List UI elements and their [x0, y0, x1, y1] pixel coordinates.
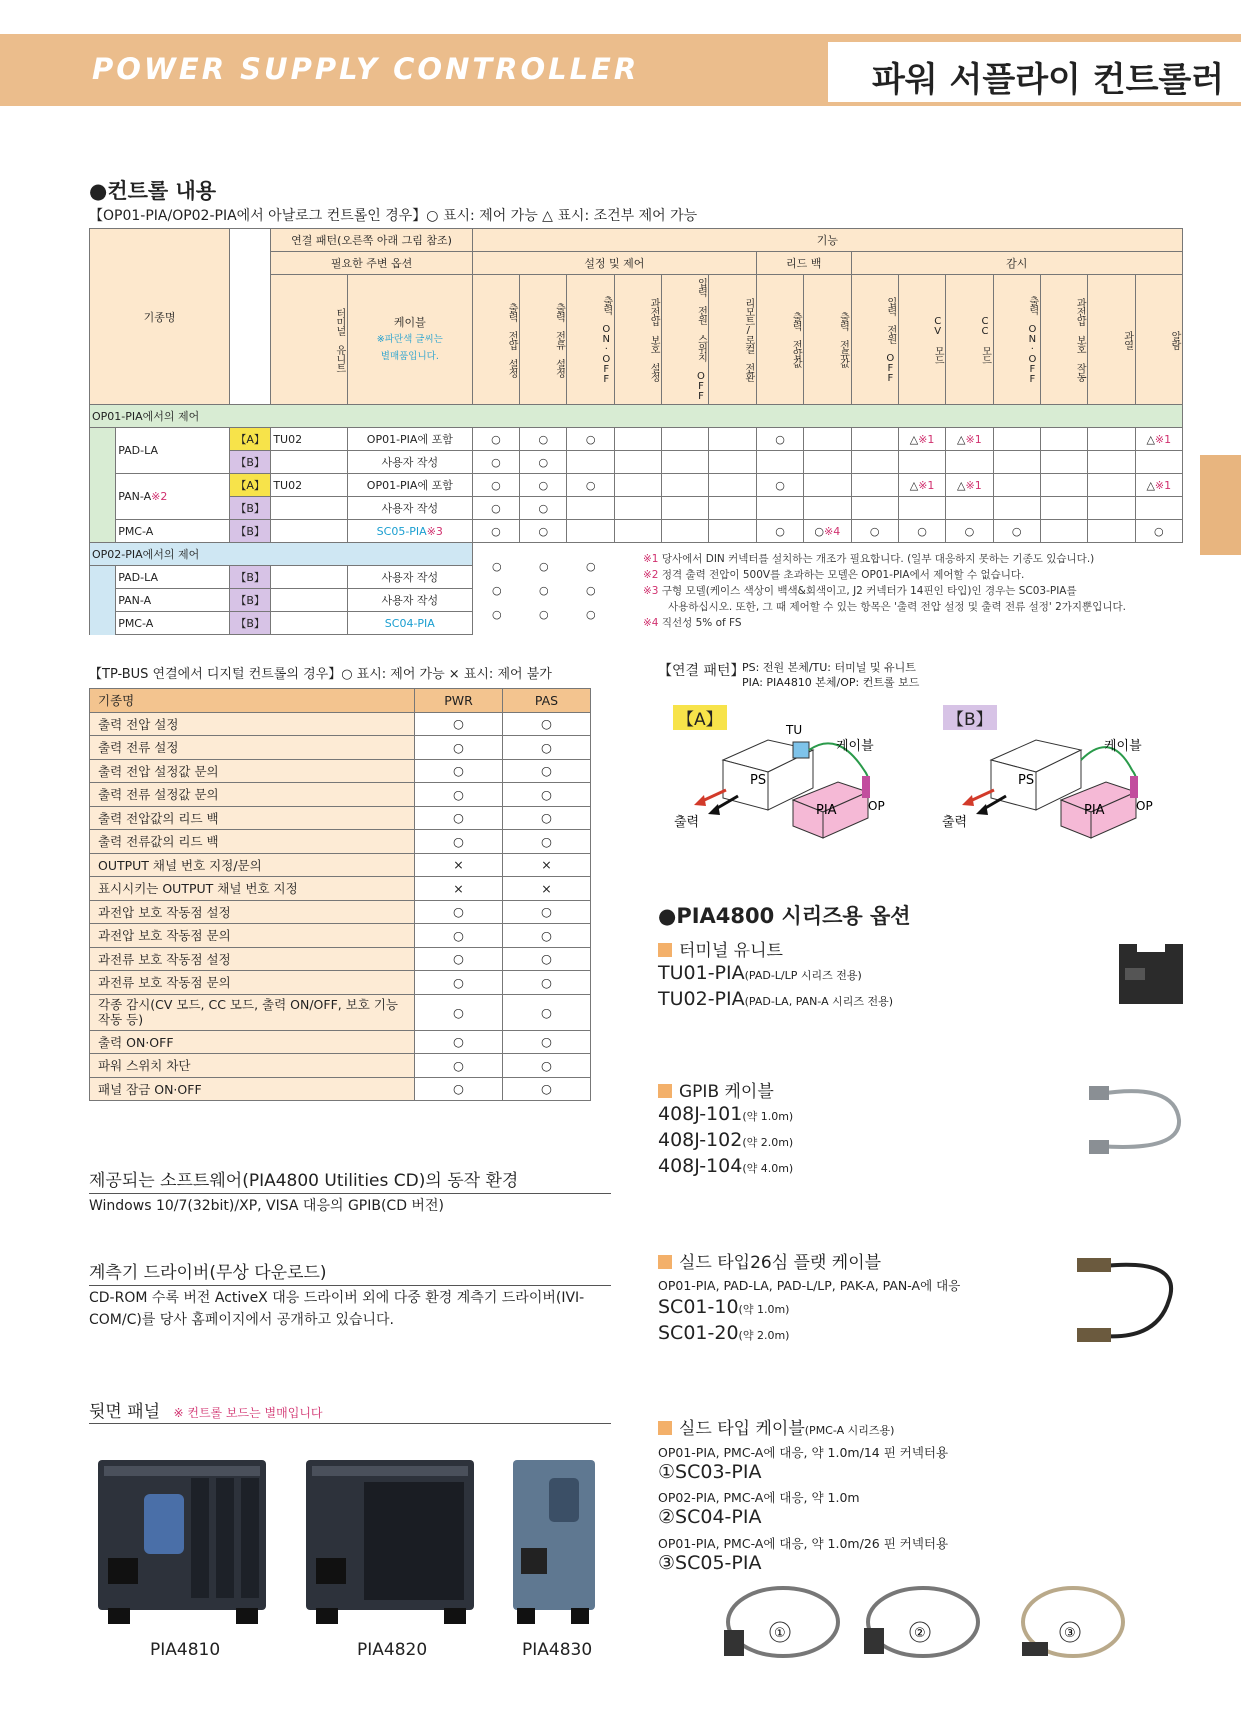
col-h: 리모트/로컬 전환: [709, 275, 756, 405]
col-h: CC 모드: [946, 275, 993, 405]
header-title-en: POWER SUPPLY CONTROLLER: [92, 52, 640, 86]
cable: OP01-PIA에 포함: [347, 474, 472, 497]
pattern-b: 【B】: [230, 451, 271, 474]
rear-title: 뒷면 패널 ※ 컨트롤 보드는 별매입니다: [89, 1402, 323, 1422]
col-h: 과열: [1088, 275, 1135, 405]
control-header-row-1: [90, 229, 1183, 252]
ps-label: PS: [750, 773, 767, 788]
row-name: 표시시키는 OUTPUT 채널 번호 지정: [90, 877, 415, 901]
pattern-b: 【B】: [230, 612, 271, 635]
h-pattern: 연결 패턴(오른쪽 아래 그림 참조): [271, 229, 472, 252]
header-title-ko: 파워 서플라이 컨트롤러: [872, 60, 1225, 100]
connection-title: 【연결 패턴】: [658, 663, 745, 679]
pia4810-image: [98, 1460, 266, 1624]
divider: [89, 1423, 611, 1424]
table-row: [90, 971, 591, 995]
col-h: 출력 전류값: [804, 275, 851, 405]
row-name: 패널 잠금 ON·OFF: [90, 1077, 415, 1101]
row-name: 각종 감시(CV 모드, CC 모드, 출력 ON/OFF, 보호 기능 작동 등): [90, 994, 415, 1030]
option-code: 408J-102(약 2.0m): [658, 1129, 794, 1151]
row-name: 출력 전류값의 리드 백: [90, 830, 415, 854]
svg-text:출력: 출력: [942, 815, 968, 830]
footnotes: [643, 551, 1126, 631]
row-model: PMC-A: [116, 612, 230, 635]
flat-cable-image: [1073, 1248, 1183, 1352]
footnote: ※3 구형 모델(케이스 색상이 백색&회색이고, J2 커넥터가 14핀인 타입)인 경우는 SC03-PIA를: [643, 585, 1077, 597]
digital-subtitle: 【TP-BUS 연결에서 디지털 컨트롤의 경우】○ 표시: 제어 가능 × 표시: 제어 불가: [89, 667, 552, 682]
option-code: ②SC04-PIA: [658, 1506, 762, 1528]
table-row: PAD-LA 【A】 TU02 OP01-PIA에 포함 ○ ○ ○ ○ △※1 △※1 △※1: [90, 428, 1183, 451]
divider: [89, 1193, 611, 1194]
cable: 사용자 작성: [347, 566, 472, 589]
row-pas: ○: [503, 1030, 591, 1054]
row-pwr: ○: [415, 830, 503, 854]
flat-cable-head: 실드 타입26심 플랫 케이블: [658, 1248, 881, 1273]
rear-panel-photos: [96, 1458, 606, 1628]
table-row: [90, 1077, 591, 1101]
pattern-b: 【B】: [230, 497, 271, 520]
row-pwr: ○: [415, 1030, 503, 1054]
row-pwr: ○: [415, 947, 503, 971]
col-h: 알람: [1135, 275, 1182, 405]
col-h: 출력 ON·OFF: [993, 275, 1040, 405]
option-code: TU01-PIA(PAD-L/LP 시리즈 전용): [658, 962, 862, 984]
cable: SC05-PIA※3: [347, 520, 472, 543]
row-pwr: ○: [415, 994, 503, 1030]
shield-desc: OP01-PIA, PMC-A에 대응, 약 1.0m/14 핀 커넥터용: [658, 1445, 949, 1460]
row-pwr: ○: [415, 1054, 503, 1078]
table-row: 【B】 사용자 작성 ○ ○: [90, 497, 1183, 520]
table-row: [90, 783, 591, 807]
row-pas: ○: [503, 924, 591, 948]
row-name: 출력 ON·OFF: [90, 1030, 415, 1054]
gpib-cable-image: [1085, 1082, 1185, 1158]
footnote: ※4 직선성 5% of FS: [643, 617, 742, 629]
connection-diagram: [668, 720, 1228, 840]
h-cable-cell: [347, 275, 472, 405]
terminal-unit-image: [1115, 938, 1187, 1012]
group-op01-label: OP01-PIA에서의 제어: [90, 405, 1183, 428]
table-row: [90, 924, 591, 948]
row-name: 과전압 보호 작동점 설정: [90, 900, 415, 924]
col-h: 출력 전압 설정: [472, 275, 519, 405]
gpib-head: GPIB 케이블: [658, 1077, 774, 1102]
pattern-b-diagram: [942, 738, 1153, 838]
pia4820-image: [306, 1460, 474, 1624]
h-readback: 리드 백: [756, 252, 851, 275]
table-row: 【B】 사용자 작성 ○ ○: [90, 451, 1183, 474]
option-code: ①SC03-PIA: [658, 1461, 762, 1483]
cable: OP01-PIA에 포함: [347, 428, 472, 451]
row-pas: ○: [503, 806, 591, 830]
pattern-a: 【A】: [230, 474, 271, 497]
svg-text:PS: PS: [1018, 773, 1035, 788]
pattern-b: 【B】: [230, 520, 271, 543]
svg-text:OP: OP: [1136, 799, 1153, 813]
h-cable: 케이블: [393, 316, 426, 329]
side-tab: [1200, 455, 1241, 555]
pattern-b: 【B】: [230, 589, 271, 612]
rear-caption: PIA4810: [150, 1640, 221, 1660]
col-h: 출력 전압값: [756, 275, 803, 405]
row-pas: ×: [503, 853, 591, 877]
footnote: ※2 정격 출력 전압이 500V를 초과하는 모델은 OP01-PIA에서 제어할 수 없습니다.: [643, 569, 1025, 581]
row-pwr: ○: [415, 900, 503, 924]
svg-text:케이블: 케이블: [1104, 739, 1142, 754]
row-name: 과전류 보호 작동점 설정: [90, 947, 415, 971]
driver-text: CD-ROM 수록 버전 ActiveX 대응 드라이버 외에 다중 환경 계측기 드라이버(IVI-COM/C)를 당사 홈페이지에서 공개하고 있습니다.: [89, 1290, 585, 1328]
row-pas: ○: [503, 830, 591, 854]
row-pwr: ○: [415, 759, 503, 783]
pattern-b-badge: 【B】: [943, 705, 997, 730]
row-name: 출력 전압 설정값 문의: [90, 759, 415, 783]
rear-caption: PIA4830: [522, 1640, 593, 1660]
row-model: PAD-LA: [116, 566, 230, 589]
row-name: 출력 전압 설정: [90, 712, 415, 736]
cable: SC04-PIA: [347, 612, 472, 635]
table-row: PAN-A※2 【A】 TU02 OP01-PIA에 포함 ○ ○ ○ ○ △※1 △※1 △※1: [90, 474, 1183, 497]
row-name: 출력 전압값의 리드 백: [90, 806, 415, 830]
row-name: OUTPUT 채널 번호 지정/문의: [90, 853, 415, 877]
digital-body: [90, 712, 591, 1101]
option-code: ③SC05-PIA: [658, 1552, 762, 1574]
col-h: 출력 전류 설정: [520, 275, 567, 405]
control-subtitle: 【OP01-PIA/OP02-PIA에서 아날로그 컨트롤인 경우】○ 표시: 제어 가능 △ 표시: 조건부 제어 가능: [89, 208, 698, 224]
col-h: 과전압 보호 작동: [1040, 275, 1087, 405]
row-model: PAD-LA: [116, 428, 230, 474]
connection-note: PS: 전원 본체/TU: 터미널 및 유니트 PIA: PIA4810 본체/OP: 컨트롤 보드: [742, 661, 920, 689]
h-monitor: 감시: [851, 252, 1182, 275]
pia4830-image: [513, 1460, 595, 1624]
row-pas: ×: [503, 877, 591, 901]
row-pas: ○: [503, 783, 591, 807]
row-pwr: ○: [415, 736, 503, 760]
table-row: PMC-A 【B】 SC05-PIA※3 ○ ○ ○ ○※4 ○ ○ ○ ○ ○: [90, 520, 1183, 543]
row-pwr: ○: [415, 971, 503, 995]
table-row: [90, 712, 591, 736]
option-code: TU02-PIA(PAD-LA, PAN-A 시리즈 전용): [658, 988, 894, 1010]
row-name: 출력 전류 설정: [90, 736, 415, 760]
row-pas: ○: [503, 1077, 591, 1101]
row-name: 파워 스위치 차단: [90, 1054, 415, 1078]
h-setting: 설정 및 제어: [472, 252, 756, 275]
sc05-image: [1022, 1588, 1123, 1656]
row-pas: ○: [503, 736, 591, 760]
table-row: [90, 830, 591, 854]
footnote: ※1 당사에서 DIN 커넥터를 설치하는 개조가 필요합니다. (일부 대응하지 못하는 기종도 있습니다.): [643, 553, 1095, 565]
table-row: [90, 947, 591, 971]
h-cable-note2: 별매품입니다.: [380, 351, 439, 362]
col-h: 출력 ON·OFF: [567, 275, 614, 405]
h-model: 기종명: [90, 229, 230, 405]
h-options: 필요한 주변 옵션: [271, 252, 472, 275]
row-pas: ○: [503, 947, 591, 971]
pattern-b: 【B】: [230, 566, 271, 589]
callout-3: ③: [1064, 1626, 1076, 1641]
option-code: SC01-20(약 2.0m): [658, 1322, 790, 1344]
table-row: [90, 759, 591, 783]
dh-pas: PAS: [503, 689, 591, 713]
row-pas: ○: [503, 1054, 591, 1078]
row-model: PMC-A: [116, 520, 230, 543]
software-title: 제공되는 소프트웨어(PIA4800 Utilities CD)의 동작 환경: [89, 1171, 519, 1191]
option-code: SC01-10(약 1.0m): [658, 1296, 790, 1318]
table-row: [90, 853, 591, 877]
option-code: 408J-101(약 1.0m): [658, 1103, 794, 1125]
h-terminal: 터미널 유니트: [271, 275, 348, 405]
row-pwr: ○: [415, 924, 503, 948]
row-pwr: ○: [415, 783, 503, 807]
row-name: 과전압 보호 작동점 문의: [90, 924, 415, 948]
rear-caption: PIA4820: [357, 1640, 428, 1660]
output-label: 출력: [674, 815, 700, 830]
terminal-head: 터미널 유니트: [658, 936, 783, 961]
shield-desc: OP02-PIA, PMC-A에 대응, 약 1.0m: [658, 1490, 860, 1505]
cable-label: 케이블: [836, 739, 874, 754]
terminal: TU02: [271, 474, 348, 497]
digital-table: [89, 688, 591, 1101]
row-pwr: ○: [415, 1077, 503, 1101]
digital-header: [90, 689, 591, 713]
col-h: 입력 전원 OFF: [851, 275, 898, 405]
cable: 사용자 작성: [347, 497, 472, 520]
row-name: 과전류 보호 작동점 문의: [90, 971, 415, 995]
pia-label: PIA: [816, 803, 837, 818]
dh-pwr: PWR: [415, 689, 503, 713]
op-label: OP: [868, 799, 885, 813]
flat-cable-desc: OP01-PIA, PAD-LA, PAD-L/LP, PAK-A, PAN-A에 대응: [658, 1278, 961, 1293]
row-pas: ○: [503, 759, 591, 783]
row-pwr: ○: [415, 712, 503, 736]
cable: 사용자 작성: [347, 451, 472, 474]
footnote: 사용하십시오. 또한, 그 때 제어할 수 있는 항목은 '출력 전압 설정 및 출력 전류 설정' 2가지뿐입니다.: [668, 601, 1126, 613]
terminal: TU02: [271, 428, 348, 451]
shield-desc: OP01-PIA, PMC-A에 대응, 약 1.0m/26 핀 커넥터용: [658, 1536, 949, 1551]
pattern-a: 【A】: [230, 428, 271, 451]
table-row: [90, 806, 591, 830]
option-code: 408J-104(약 4.0m): [658, 1155, 794, 1177]
h-cable-note1: ※파란색 글씨는: [376, 334, 443, 345]
dh-model: 기종명: [90, 689, 415, 713]
row-model: PAN-A: [116, 589, 230, 612]
row-name: 출력 전류 설정값 문의: [90, 783, 415, 807]
row-pwr: ×: [415, 877, 503, 901]
shield-cables-image: [718, 1582, 1188, 1682]
tu-label: TU: [786, 723, 803, 737]
svg-text:PIA: PIA: [1084, 803, 1105, 818]
group-op01: [90, 405, 1183, 428]
divider: [89, 1285, 611, 1286]
cable: 사용자 작성: [347, 589, 472, 612]
software-text: Windows 10/7(32bit)/XP, VISA 대응의 GPIB(CD 버전): [89, 1198, 444, 1214]
rear-note: ※ 컨트롤 보드는 별매입니다: [173, 1406, 323, 1420]
sc03-image: [724, 1588, 838, 1656]
row-pas: ○: [503, 994, 591, 1030]
control-section-title: ●컨트롤 내용: [89, 179, 217, 203]
col-h: 과전압 보호 설정: [614, 275, 661, 405]
row-pas: ○: [503, 900, 591, 924]
driver-title: 계측기 드라이버(무상 다운로드): [89, 1263, 327, 1283]
pattern-a-diagram: [674, 723, 885, 838]
row-pwr: ×: [415, 853, 503, 877]
pattern-a-badge: 【A】: [673, 705, 727, 730]
table-row: [90, 1030, 591, 1054]
row-model: PAN-A※2: [116, 474, 230, 520]
row-pas: ○: [503, 971, 591, 995]
row-pas: ○: [503, 712, 591, 736]
callout-2: ②: [914, 1626, 926, 1641]
sc04-image: [864, 1588, 978, 1656]
table-row: [90, 877, 591, 901]
col-h: 입력 전원 스위치 OFF: [662, 275, 709, 405]
group-op02-label: OP02-PIA에서의 제어: [90, 543, 473, 566]
table-row: [90, 994, 591, 1030]
options-title: ●PIA4800 시리즈용 옵션: [658, 904, 911, 928]
row-pwr: ○: [415, 806, 503, 830]
col-h: CV 모드: [898, 275, 945, 405]
h-function: 기능: [472, 229, 1182, 252]
table-row: [90, 900, 591, 924]
shield-cable-head: 실드 타입 케이블(PMC-A 시리즈용): [658, 1414, 894, 1439]
table-row: [90, 736, 591, 760]
callout-1: ①: [774, 1626, 786, 1641]
table-row: [90, 1054, 591, 1078]
